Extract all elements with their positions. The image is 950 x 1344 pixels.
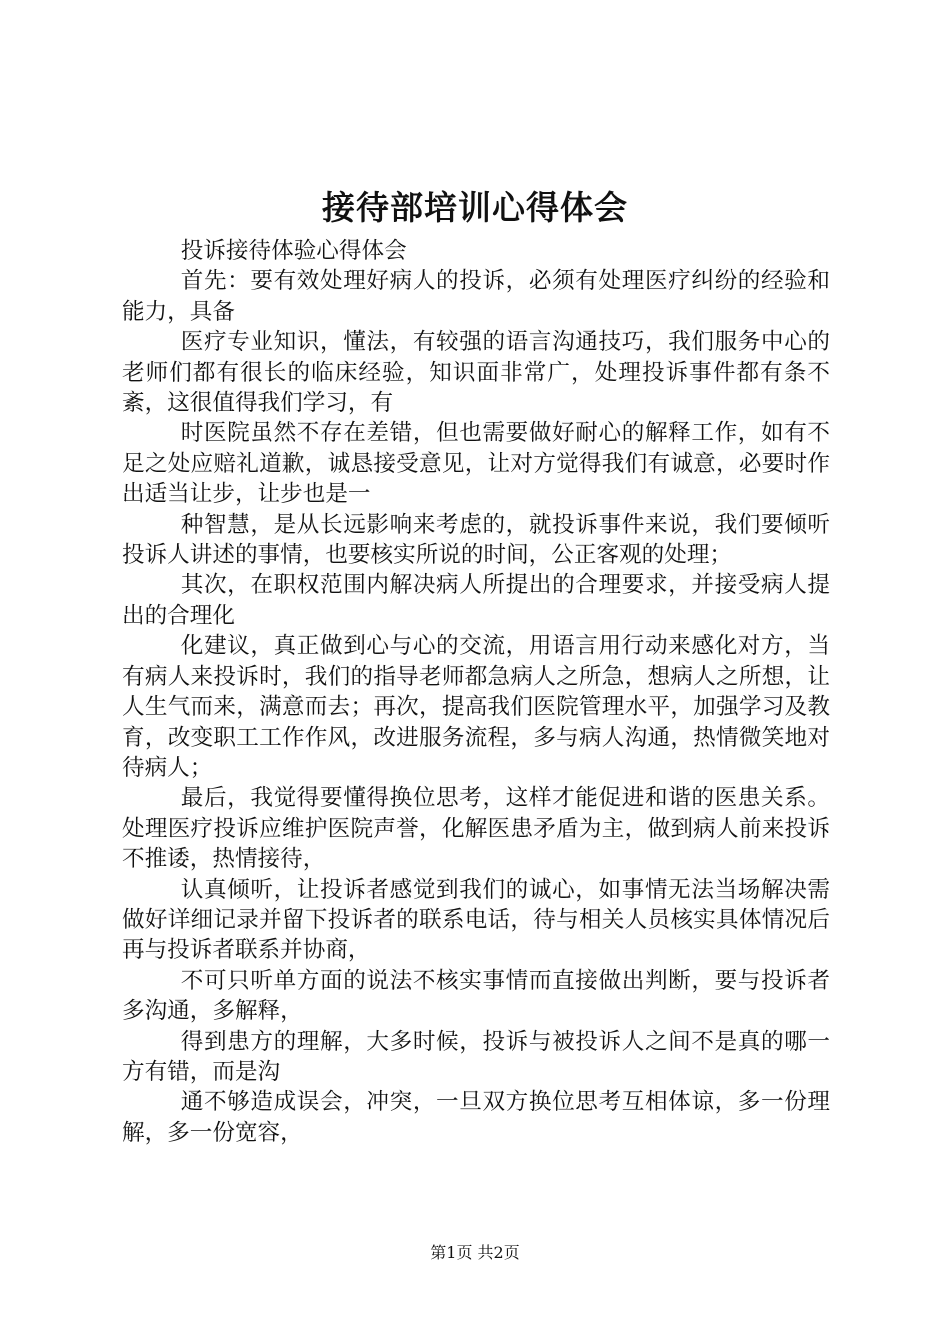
paragraph: 时医院虽然不存在差错，但也需要做好耐心的解释工作，如有不足之处应赔礼道歉，诚恳接受意见，让对方觉得我们有诚意，必要时作出适当让步，让步也是一 [122, 420, 830, 508]
paragraph-subtitle: 投诉接待体验心得体会 [180, 238, 407, 264]
page-number-footer: 第1页 共2页 [430, 1243, 520, 1262]
paragraph: 通不够造成误会，冲突，一旦双方换位思考互相体谅，多一份理解，多一份宽容， [122, 1089, 830, 1146]
document-title: 接待部培训心得体会 [322, 188, 628, 227]
paragraph: 其次，在职权范围内解决病人所提出的合理要求，并接受病人提出的合理化 [122, 572, 830, 629]
document-body [122, 236, 830, 1148]
paragraph: 得到患方的理解，大多时候，投诉与被投诉人之间不是真的哪一方有错，而是沟 [122, 1028, 830, 1085]
paragraph: 最后，我觉得要懂得换位思考，这样才能促进和谐的医患关系。处理医疗投诉应维护医院声誉，化解医患矛盾为主，做到病人前来投诉不推诿，热情接待， [122, 785, 830, 873]
paragraph: 不可只听单方面的说法不核实事情而直接做出判断，要与投诉者多沟通，多解释， [122, 967, 830, 1025]
paragraph: 首先：要有效处理好病人的投诉，必须有处理医疗纠纷的经验和能力，具备 [122, 268, 830, 325]
paragraph: 化建议，真正做到心与心的交流，用语言用行动来感化对方，当有病人来投诉时，我们的指导老师都急病人之所急，想病人之所想，让人生气而来，满意而去；再次，提高我们医院管理水平，加强学习及教育，改变职工工作作风，改进服务流程，多与病人沟通，热情微笑地对待病人； [122, 633, 830, 781]
paragraph: 认真倾听，让投诉者感觉到我们的诚心，如事情无法当场解决需做好详细记录并留下投诉者的联系电话，待与相关人员核实具体情况后再与投诉者联系并协商， [122, 876, 830, 964]
paragraph: 医疗专业知识，懂法，有较强的语言沟通技巧，我们服务中心的老师们都有很长的临床经验，知识面非常广，处理投诉事件都有条不紊，这很值得我们学习，有 [122, 329, 830, 417]
paragraph: 种智慧，是从长远影响来考虑的，就投诉事件来说，我们要倾听投诉人讲述的事情，也要核实所说的时间，公正客观的处理； [122, 511, 830, 569]
